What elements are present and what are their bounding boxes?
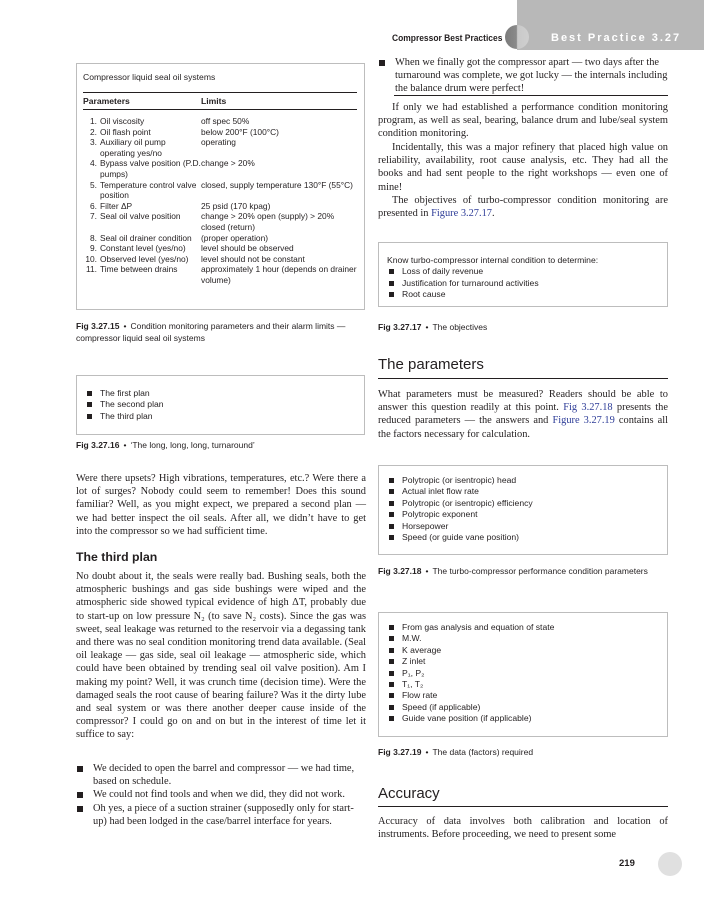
cell-limit: change > 20% open (supply) > 20% closed (return) [201,211,335,232]
table-row [83,243,357,254]
para-text: If only we had established a performance condition monitoring program, as well as seal, bearing, balance drum and lube/seal system condition monitoring. [378,102,668,140]
table-row [83,180,357,201]
cell-parameter [83,201,201,212]
table-row [83,211,357,232]
cell-limit: off spec 50% [201,116,250,126]
fig-18-caption: Fig 3.27.18 • The turbo-compressor performance condition parameters [378,566,648,576]
list-item: T₁, T₂ [387,679,659,690]
right-paragraph-1 [378,101,668,141]
fig-17-list [387,266,659,300]
list-item: Polytropic (or isentropic) efficiency [387,498,659,509]
list-item: Polytropic exponent [387,509,659,520]
fig-18-list [387,475,659,543]
list-item: We decided to open the barrel and compressor — we had time, based on schedule. [76,762,366,788]
list-item: K average [387,645,659,656]
footer-circle-decoration [658,852,682,876]
table-title: Compressor liquid seal oil systems [83,72,216,82]
row-number: 3. [90,137,97,148]
right-paragraph-2 [378,141,668,194]
parameters-rule [378,378,668,379]
list-item: The second plan [85,399,356,410]
list-item: P₁, P₂ [387,668,659,679]
row-number: 9. [90,243,97,254]
list-item: Polytropic (or isentropic) head [387,475,659,486]
para-text: presents the reduced parameters — the answers and [378,402,668,427]
parameter-text: Filter ΔP [100,200,133,211]
row-number: 5. [90,179,97,190]
cell-limit: level should be observed [201,243,294,254]
caption-label: Fig 3.27.17 [378,322,422,332]
cell-limit: (proper operation) [201,232,269,243]
para-text: The objectives of turbo-compressor condition monitoring are presented in [378,195,668,220]
caption-text: The turbo-compressor performance condition parameters [432,566,648,576]
heading-accuracy: Accuracy [378,785,440,802]
parameter-text: Oil flash point [100,126,151,137]
cell-limit: approximately 1 hour (depends on drainer volume) [201,264,357,285]
row-number: 2. [90,126,97,137]
table-row [83,254,357,265]
heading-the-parameters: The parameters [378,356,484,373]
para-text: . [492,208,495,220]
header-circle-decoration [505,25,529,49]
caption-text: The data (factors) required [432,747,534,757]
list-item: Speed (if applicable) [387,702,659,713]
row-number: 6. [90,200,97,211]
right-paragraph-3 [378,194,668,220]
cell-parameter [83,137,201,158]
table-row [83,127,357,138]
list-item: Justification for turnaround activities [387,278,659,289]
cell-parameter [83,233,201,244]
caption-label: Fig 3.27.15 [76,321,120,331]
cell-parameter [83,180,201,201]
cell-parameter [83,254,201,265]
para-text: Incidentally, this was a major refinery that placed high value on reliability, availability, root cause analysis, etc. They had all the books and had sent people to the right workshops — even one of mine! [378,142,668,193]
caption-label: Fig 3.27.19 [378,747,422,757]
list-item: Speed (or guide vane position) [387,532,659,543]
right-paragraph-5: Accuracy of data involves both calibration and location of instruments. Before proceeding, we need to present some [378,816,668,841]
cell-parameter [83,264,201,285]
section-label: Best Practice 3.27 [551,32,682,44]
parameter-text: Bypass valve position (P.D. pumps) [100,158,201,179]
table-row [83,137,357,158]
list-item: Oh yes, a piece of a suction strainer (supposedly only for start-up) had been lodged in the case/barrel interface for years. [76,802,366,828]
parameter-text: Temperature control valve position [100,179,197,201]
fig-17-box [378,242,668,307]
fig-17-caption: Fig 3.27.17 • The objectives [378,322,488,332]
parameter-text: Time between drains [100,264,178,275]
header-limits: Limits [201,96,227,106]
table-row [83,233,357,244]
list-item: From gas analysis and equation of state [387,622,659,633]
caption-label: Fig 3.27.16 [76,440,120,450]
parameter-text: Seal oil valve position [100,211,181,222]
caption-text: Condition monitoring parameters and their alarm limits — compressor liquid seal oil systems [76,321,346,343]
list-item: Root cause [387,289,659,300]
cell-limit: below 200°F (100°C) [201,126,279,137]
table-header [83,92,357,110]
list-item: The first plan [85,388,356,399]
fig-16-box [76,375,365,435]
list-item: The third plan [85,411,356,422]
table-row [83,201,357,212]
row-number: 11. [85,264,97,275]
top-divider [394,95,668,96]
caption-text: ‘The long, long, long, turnaround’ [130,440,255,450]
para-text: contains all the factors necessary for calculation. [378,415,668,440]
cell-limit: 25 psid (170 kpag) [201,200,271,211]
fig-19-list [387,622,659,725]
figure-link-3-27-17[interactable]: Figure 3.27.17 [431,208,492,220]
parameter-text: Seal oil drainer condition [100,232,192,243]
accuracy-rule [378,806,668,807]
cell-parameter [83,127,201,138]
fig-19-box [378,612,668,737]
table-row [83,264,357,285]
row-number: 7. [90,211,97,222]
row-number: 10. [85,253,97,264]
header-parameters: Parameters [83,96,130,106]
table-row [83,116,357,127]
list-item: Guide vane position (if applicable) [387,713,659,724]
fig-16-list [85,388,356,422]
heading-third-plan: The third plan [76,550,158,564]
parameter-text: Observed level (yes/no) [100,253,189,264]
list-item: When we finally got the compressor apart — two days after the turnaround was complete, we got lucky — the internals including the balance drum were perfect! [378,56,668,96]
fig-15-caption: Fig 3.27.15 • Condition monitoring parameters and their alarm limits — compressor liquid seal oil systems [76,321,346,343]
parameter-text: Auxiliary oil pump operating yes/no [100,137,166,158]
list-item: Horsepower [387,521,659,532]
list-item: We could not find tools and when we did, they did not work. [76,788,366,801]
parameter-text: Oil viscosity [100,116,145,126]
cell-parameter [83,243,201,254]
fig-15-box [76,63,365,310]
running-title: Compressor Best Practices [392,33,503,43]
table-row [83,158,357,179]
table-body [83,110,357,286]
row-number: 1. [90,116,97,126]
row-number: 4. [90,158,97,169]
figure-link-3-27-18[interactable]: Fig 3.27.18 [563,402,613,414]
cell-parameter [83,158,201,179]
cell-limit: operating [201,137,236,148]
left-bullet-list [76,762,366,828]
fig-18-box [378,465,668,555]
para-text: What parameters must be measured? Readers should be able to answer this question readily at this point. [378,389,668,414]
figure-link-3-27-19[interactable]: Figure 3.27.19 [552,415,615,427]
cell-parameter [83,116,201,127]
list-item: Flow rate [387,690,659,701]
row-number: 8. [90,232,97,243]
list-item: Loss of daily revenue [387,266,659,277]
caption-label: Fig 3.27.18 [378,566,422,576]
right-paragraph-4 [378,388,668,441]
right-top-bullet [378,56,668,96]
fig-16-caption: Fig 3.27.16 • ‘The long, long, long, turnaround’ [76,440,255,450]
cell-limit: closed, supply temperature 130°F (55°C) [201,179,353,190]
list-item: M.W. [387,633,659,644]
fig-19-caption: Fig 3.27.19 • The data (factors) required [378,747,534,757]
left-paragraph-1: Were there upsets? High vibrations, temperatures, etc.? Were there a lot of surges? Nobody could seem to remember! Does this sound familiar? Well, as you might expect, we prepared a second plan — we had better inspect the oil seals. After all, we didn’t have to get into the compressor so we had sufficient time. [76,473,366,537]
page-number: 219 [619,858,635,869]
cell-limit: change > 20% [201,158,255,169]
caption-text: The objectives [432,322,488,332]
cell-limit: level should not be constant [201,253,305,264]
list-item: Actual inlet flow rate [387,486,659,497]
list-item: Z inlet [387,656,659,667]
parameter-text: Constant level (yes/no) [100,243,186,254]
fig-17-intro: Know turbo-compressor internal condition to determine: [387,255,599,265]
cell-parameter [83,211,201,232]
left-paragraph-2: No doubt about it, the seals were really bad. Bushing seals, both the atmospheric bushings and gas side bushings were wiped and the atmospheric side showed typical evidence of high ΔT, probably due to start-up on low pressure N₂ (to save N₂ costs). Since the gas was sweet, seal leakage was returned to the reservoir via a degassing tank and there was no seal condition monitoring trend data available. (Seal oil leakage — gas side, seal oil leakage — atmospheric side, which could have been obtained by trending seal oil valve position). Am I making my point? Well, it was crunch time (decision time). Were the damaged seals the root cause of bearing failure? Was it the dirty lube and seal system or was there another deeper cause inside of the compressor? I could go on and on but in the interest of time let it suffice to say: [76,571,366,741]
